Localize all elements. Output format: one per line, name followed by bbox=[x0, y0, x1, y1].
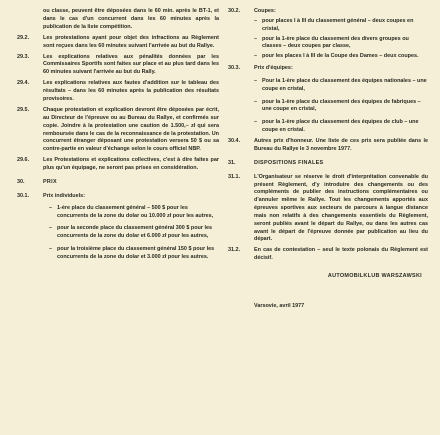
section-number: 29.3. bbox=[17, 53, 30, 60]
section-number: 31. bbox=[228, 159, 236, 166]
list-item: – pour la 1-ère place du classement des divers groupes ou classes – deux coupes par classe, bbox=[254, 35, 409, 50]
section-31 bbox=[228, 160, 428, 168]
section-number: 29.6. bbox=[17, 157, 30, 164]
section-number: 30.3. bbox=[228, 65, 241, 72]
list-item: – pour la 1-ère place du classement des équipes de fabriques – une coupe en cristal, bbox=[254, 98, 421, 113]
section-number: 31.1. bbox=[228, 173, 241, 180]
section-heading: PRIX bbox=[43, 178, 57, 185]
section-title: Coupes: bbox=[254, 8, 276, 14]
section-31-1 bbox=[228, 174, 428, 245]
section-text: Les Protestations et explications collectives, c'est à dire faites par plus qu'un équipage, ne seront pas prises en considération. bbox=[43, 157, 219, 172]
section-31-2 bbox=[228, 247, 428, 263]
section-29-5 bbox=[17, 107, 219, 154]
section-29-4 bbox=[17, 80, 219, 104]
section-29-3 bbox=[17, 54, 219, 78]
section-title: Prix individuels: bbox=[43, 192, 85, 199]
list-item: – pour les places I à III de la Coupe des Dames – deux coupes. bbox=[254, 53, 419, 60]
section-30-4 bbox=[228, 138, 428, 154]
section-30-3 bbox=[228, 65, 428, 135]
section-title: Prix d'équipes: bbox=[254, 65, 293, 72]
section-text: Les protestations ayant pour objet des infractions au Règlement sont reçues dans les 60 minutes suivant l'arrivée au but du Rallye. bbox=[43, 34, 219, 49]
section-29-2 bbox=[17, 35, 219, 51]
section-text: Les explications relatives aux pénalités données par les Commissaires Sportifs sont faites sur place et au plus tard dans les 60 minutes suivant l'arrivée au but du Rally. bbox=[43, 53, 219, 76]
section-30-1 bbox=[17, 193, 219, 262]
left-column bbox=[17, 8, 219, 265]
section-30 bbox=[17, 179, 219, 187]
section-heading: DISPOSITIONS FINALES bbox=[254, 159, 324, 166]
list-item: – 1-ère place du classement général – 500 $ pour les concurrents de la zone du dolar ou 10.000 zł pour les autres, bbox=[49, 204, 214, 219]
signature: AUTOMOBILKLUB WARSZAWSKI bbox=[327, 273, 422, 280]
section-29-1-continued bbox=[17, 8, 219, 32]
list-item: – pour places I à III du classement général – deux coupes en cristal, bbox=[254, 17, 414, 32]
section-number: 30.4. bbox=[228, 138, 241, 145]
section-30-2 bbox=[228, 8, 428, 61]
list-item: – pour la troisième place du classement général 150 $ pour les concurrents de la zone du dolar et 3.000 zł pour les autres. bbox=[49, 246, 215, 260]
list-item: – pour la seconde place du classement général 300 $ pour les concurrents de la zone du dolar et 6.000 zł pour les autres, bbox=[49, 225, 213, 240]
section-text: Les explications relatives aux fautes d'addition sur le tableau des résultats – dans les 60 minutes après la publication des résultats provisoires. bbox=[43, 80, 219, 102]
section-text: Autres prix d'honneur. Une liste de ces prix sera publiée dans le Bureau du Rallye le 3 novembre 1977. bbox=[254, 138, 428, 152]
list-item: – pour la 1-ère place du classement des équipes de club – une coupe en cristal. bbox=[254, 119, 419, 134]
section-number: 29.5. bbox=[17, 107, 30, 114]
section-number: 30. bbox=[17, 178, 25, 185]
section-29-6 bbox=[17, 157, 219, 173]
section-number: 31.2. bbox=[228, 247, 241, 254]
section-text: L'Organisateur se réserve le droit d'interprétation convenable du présent Règlement, d'y introduire des changements ou des compléments de publier des instructions complémentaires ou d'annuler même le Rallye. Tout les changements apportés aux épreuves sportives aux secteurs de parcours à langue distance mais non relatifs à des changements essentiels du Règlement, seront publiés avant le départ du Rallye, ou dans les autres cas avant le départ de l'épreuve donnée par publication au lieu du départ. bbox=[254, 173, 428, 243]
section-text: En cas de contestation – seul le texte polonais du Règlement est décisif. bbox=[254, 247, 428, 262]
document-date: Varsovie, avril 1977 bbox=[254, 303, 305, 309]
section-text: ou classe, peuvent être déposées dans le 60 min. après le BT-1, et dans le cas d'un concurrent dans les 60 minutes après la publication de la liste compétition. bbox=[43, 8, 219, 30]
section-number: 29.2. bbox=[17, 34, 30, 41]
section-text: Chaque protestation et explication devront être déposées par écrit, au Directeur de l'épreuve ou au Bureau du Rallye, et confirmés sur copie. Joindre à la protestation une caution de 1.500,– zł qui sera remboursée dans le cas de la reconnaissance de la protestation. Un concurrent étranger déposant une protestation versera 50 $ ou sa contre-partie en valeur d'échange selon le cours officiel NBP. bbox=[43, 107, 219, 153]
list-item: – Pour la 1-ère place du classement des équipes nationales – une coupe en cristal, bbox=[254, 77, 427, 92]
section-number: 29.4. bbox=[17, 80, 30, 87]
section-number: 30.2. bbox=[228, 8, 241, 14]
right-column bbox=[228, 8, 428, 311]
section-number: 30.1. bbox=[17, 192, 30, 199]
